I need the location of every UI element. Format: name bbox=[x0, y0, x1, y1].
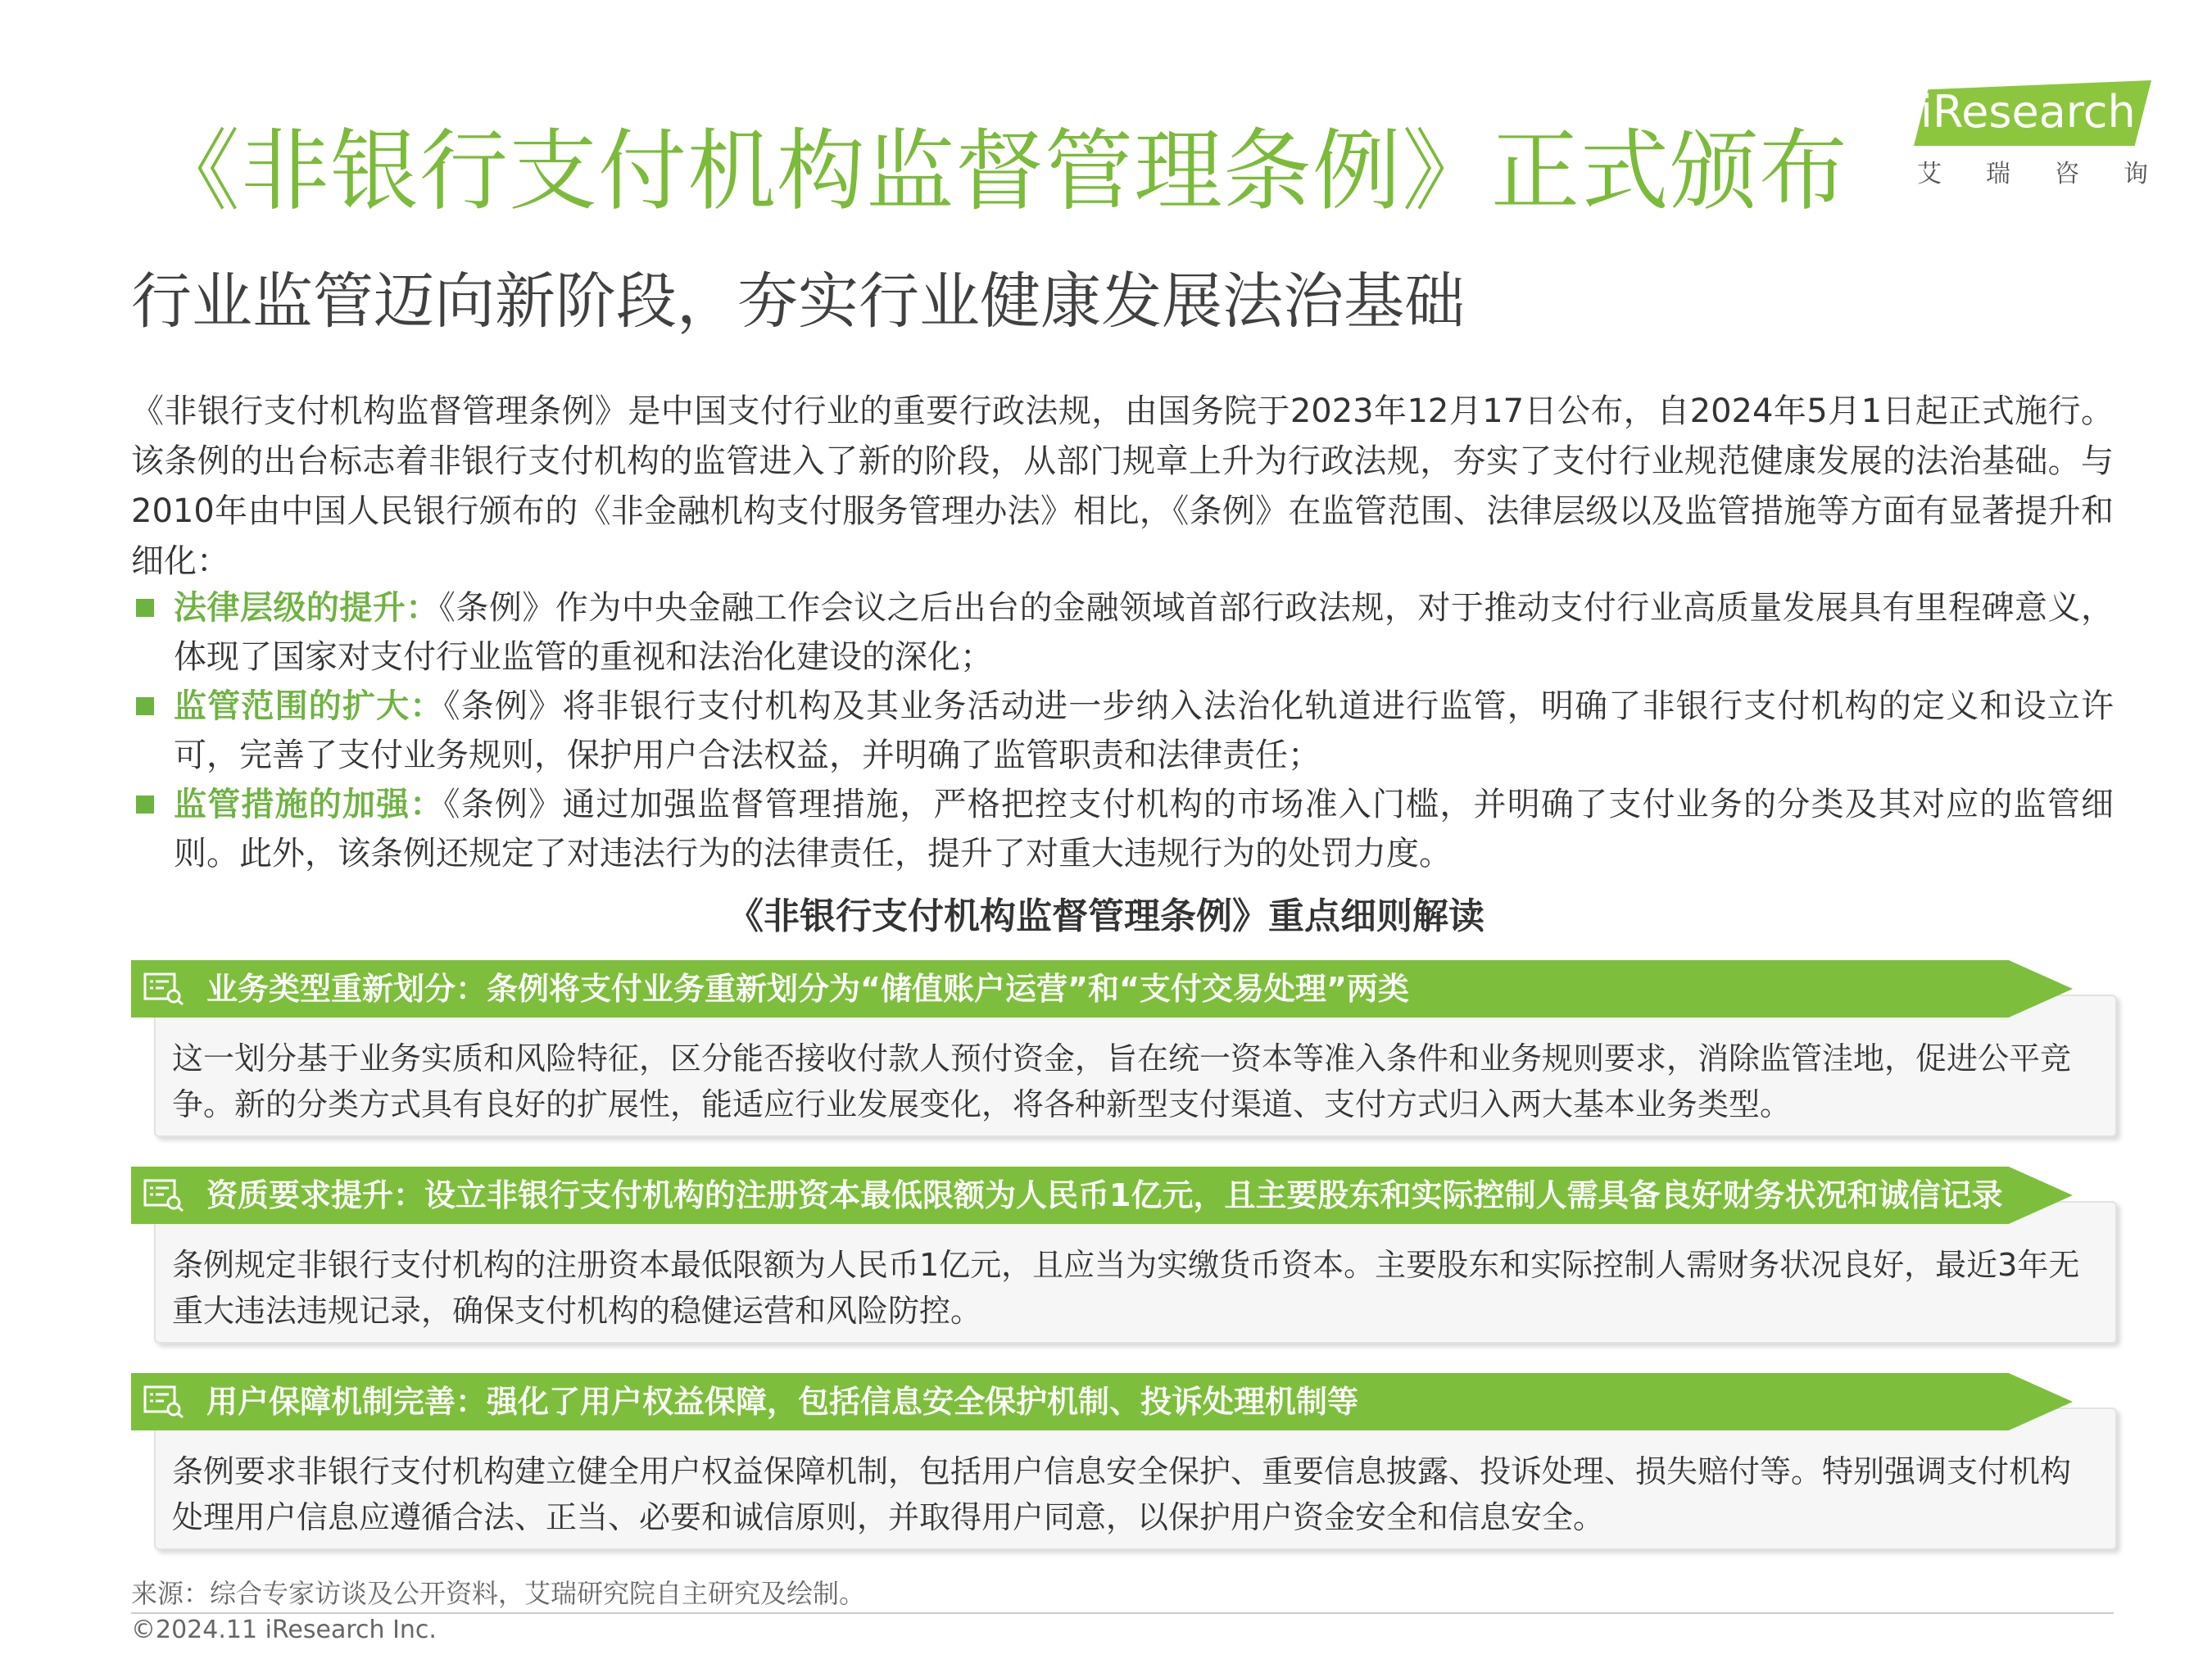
intro-paragraph: 《非银行支付机构监督管理条例》是中国支付行业的重要行政法规，由国务院于2023年12月17日公布，自2024年5月1日起正式施行。该条例的出台标志着非银行支付机构的监管进入了新的阶段，从部门规章上升为行政法规，夯实了支付行业规范健康发展的法治基础。与2010年由中国人民银行颁布的《非金融机构支付服务管理办法》相比，《条例》在监管范围、法律层级以及监管措施等方面有显著提升和细化： bbox=[131, 392, 2114, 580]
bullet-text: 《条例》通过加强监督管理措施，严格把控支付机构的市场准入门槛，并明确了支付业务的分类及其对应的监管细则。此外，该条例还规定了对违法行为的法律责任，提升了对重大违规行为的处罚力度。 bbox=[174, 786, 2115, 873]
logo-i: i bbox=[1920, 86, 1933, 138]
bullet-text: 《条例》将非银行支付机构及其业务活动进一步纳入法治化轨道进行监管，明确了非银行支付机构的定义和设立许可，完善了支付业务规则，保护用户合法权益，并明确了监管职责和法律责任； bbox=[174, 687, 2115, 774]
rule-card-user-protection bbox=[131, 1373, 2114, 1552]
source-note: 来源：综合专家访谈及公开资料，艾瑞研究院自主研究及绘制。 bbox=[131, 1578, 866, 1609]
bullet-label: 法律层级的提升： bbox=[174, 589, 439, 627]
section-title: 《非银行支付机构监督管理条例》重点细则解读 bbox=[728, 895, 1484, 937]
card-body-text: 条例要求非银行支付机构建立健全用户权益保障机制，包括用户信息安全保护、重要信息披露、投诉处理、损失赔付等。特别强调支付机构处理用户信息应遵循合法、正当、必要和诚信原则，并取得用户同意，以保护用户资金安全和信息安全。 bbox=[172, 1453, 2072, 1535]
logo-text bbox=[1920, 86, 2136, 138]
card-body-text: 这一划分基于业务实质和风险特征，区分能否接收付款人预付资金，旨在统一资本等准入条件和业务规则要求，消除监管洼地，促进公平竞争。新的分类方式具有良好的扩展性，能适应行业发展变化，将各种新型支付渠道、支付方式归入两大基本业务类型。 bbox=[172, 1040, 2072, 1122]
copyright: ©2024.11 iResearch Inc. bbox=[131, 1616, 437, 1644]
square-bullet-icon bbox=[136, 697, 154, 715]
bullet-item bbox=[131, 780, 2114, 878]
square-bullet-icon bbox=[136, 796, 154, 814]
rule-card-qualification bbox=[131, 1167, 2114, 1345]
document-search-icon bbox=[143, 972, 185, 1006]
card-heading: 用户保障机制完善：强化了用户权益保障，包括信息安全保护机制、投诉处理机制等 bbox=[206, 1384, 1359, 1420]
bullet-list bbox=[131, 583, 2114, 878]
bullet-item bbox=[131, 682, 2114, 780]
square-bullet-icon bbox=[136, 599, 154, 617]
bullet-text: 《条例》作为中央金融工作会议之后出台的金融领域首部行政法规，对于推动支付行业高质量发展具有里程碑意义，体现了国家对支付行业监管的重视和法治化建设的深化； bbox=[174, 589, 2115, 676]
page-subtitle: 行业监管迈向新阶段，夯实行业健康发展法治基础 bbox=[131, 266, 1465, 337]
card-body-text: 条例规定非银行支付机构的注册资本最低限额为人民币1亿元，且应当为实缴货币资本。主要股东和实际控制人需财务状况良好，最近3年无重大违法违规记录，确保支付机构的稳健运营和风险防控。 bbox=[172, 1247, 2080, 1329]
page-title: 《非银行支付机构监督管理条例》正式颁布 bbox=[152, 120, 1849, 223]
card-heading: 业务类型重新划分：条例将支付业务重新划分为“储值账户运营”和“支付交易处理”两类 bbox=[206, 971, 1409, 1007]
document-search-icon bbox=[143, 1385, 185, 1419]
iresearch-logo bbox=[1909, 72, 2192, 195]
bullet-item bbox=[131, 583, 2114, 682]
footer-divider bbox=[131, 1612, 2114, 1614]
card-heading: 资质要求提升：设立非银行支付机构的注册资本最低限额为人民币1亿元，且主要股东和实际控制人需具备良好财务状况和诚信记录 bbox=[206, 1177, 2003, 1213]
document-search-icon bbox=[143, 1178, 185, 1213]
bullet-label: 监管措施的加强： bbox=[174, 786, 444, 823]
logo-chinese-name: 艾瑞咨询 bbox=[1917, 160, 2192, 188]
logo-brand: Research bbox=[1933, 86, 2136, 138]
rule-card-business-type bbox=[131, 960, 2114, 1139]
bullet-label: 监管范围的扩大： bbox=[174, 687, 444, 725]
